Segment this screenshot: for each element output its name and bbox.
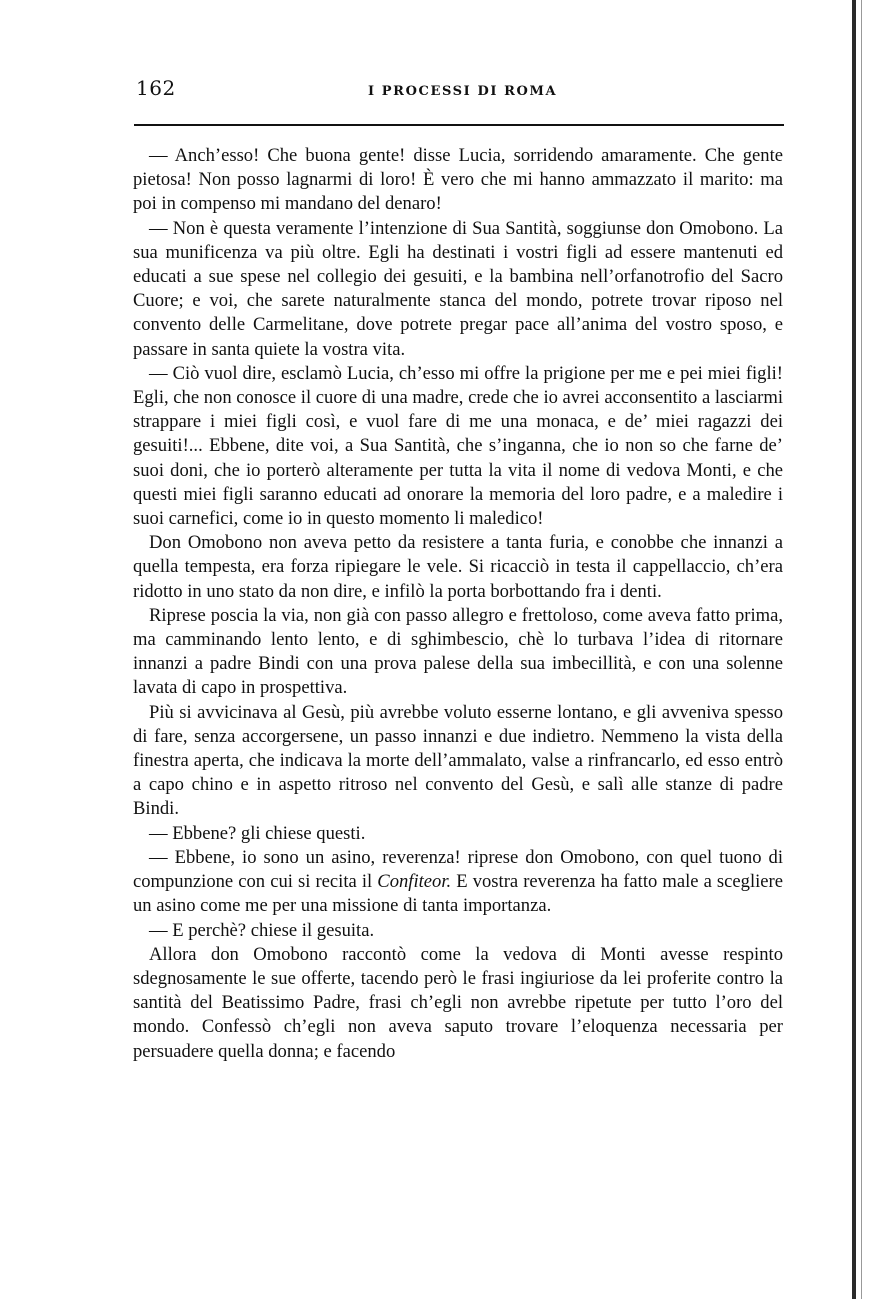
paragraph: — Ebbene? gli chiese questi. [149, 822, 366, 844]
paragraph: Riprese poscia la via, non già con passo allegro e frettoloso, come aveva fatto prima, ma camminando lento lento, e di sghimbescio, chè lo turbava l’idea di ritornare innanzi a padre Bindi con una prova palese della sua imbecillità, e con una solenne lavata di capo in prospettiva. [133, 604, 783, 699]
paragraph: Don Omobono non aveva petto da resistere a tanta furia, e conobbe che innanzi a quella tempesta, era forza ripiegare le vele. Si ricacciò in testa il cappellaccio, ch’era ridotto in uno stato da non dire, e infilò la porta borbottando fra i denti. [133, 532, 783, 602]
running-title: I PROCESSI DI ROMA [368, 84, 558, 99]
page-edge-border [852, 0, 856, 1299]
paragraph: — Anch’esso! Che buona gente! disse Lucia, sorridendo amaramente. Che gente pietosa! Non posso lagnarmi di loro! È vero che mi hanno ammazzato il marito: ma poi in compenso mi mandano del denaro! [133, 145, 783, 215]
paragraph-text: — Ebbene, io sono un asino, reverenza! riprese don Omobono, con quel tuono di compunzione con cui si recita il [133, 846, 783, 893]
paragraph: — Ciò vuol dire, esclamò Lucia, ch’esso mi offre la prigione per me e pei miei figli! Egli, che non conosce il cuore di una madre, crede che io avrei acconsentito a lasciarmi strappare i miei figli così, e vuol fare di me una monaca, e de’ miei ragazzi dei gesuiti!... Ebbene, dite voi, a Sua Santità, che s’inganna, che io non so che farne de’ suoi doni, che io porterò alteramente per tutta la vita il nome di vedova Monti, e che questi miei figli saranno educati ad onorare la memoria del loro padre, e a maledire i suoi carnefici, come io in questo momento li maledico! [133, 362, 783, 530]
page-header [136, 76, 782, 106]
paragraph-text: E vostra reverenza ha fatto male a scegliere un asino come me per una missione di tanta importanza. [133, 871, 784, 917]
header-rule [134, 124, 784, 126]
page-number: 162 [136, 76, 176, 100]
page-edge-line [861, 0, 862, 1299]
paragraph [133, 846, 783, 919]
paragraph: — Non è questa veramente l’intenzione di Sua Santità, soggiunse don Omobono. La sua munificenza va più oltre. Egli ha destinati i vostri figli ad essere mantenuti ed educati a sue spese nel collegio dei gesuiti, e la bambina nell’orfanotrofio del Sacro Cuore; e voi, che sarete naturalmente stanca del mondo, potrete trovar riposo nel convento delle Carmelitane, dove potrete pregar pace all’anima del vostro sposo, e passare in santa quiete la vostra vita. [133, 217, 783, 360]
paragraph: — E perchè? chiese il gesuita. [149, 919, 375, 941]
italic-term: Confiteor. [377, 871, 452, 893]
body-text [133, 144, 783, 1064]
paragraph: Allora don Omobono raccontò come la vedova di Monti avesse respinto sdegnosamente le sue offerte, tacendo però le frasi ingiuriose da lei proferite contro la santità del Beatissimo Padre, frasi ch’egli non avrebbe ripetute per tutto l’oro del mondo. Confessò ch’egli non aveva saputo trovare l’eloquenza necessaria per persuadere quella donna; e facendo [133, 943, 783, 1062]
paragraph: Più si avvicinava al Gesù, più avrebbe voluto esserne lontano, e gli avveniva spesso di fare, senza accorgersene, un passo innanzi e due indietro. Nemmeno la vista della finestra aperta, che indicava la morte dell’ammalato, valse a rinfrancarlo, ed esso entrò a capo chino e in aspetto ritroso nel convento del Gesù, e salì alle stanze di padre Bindi. [133, 701, 783, 820]
